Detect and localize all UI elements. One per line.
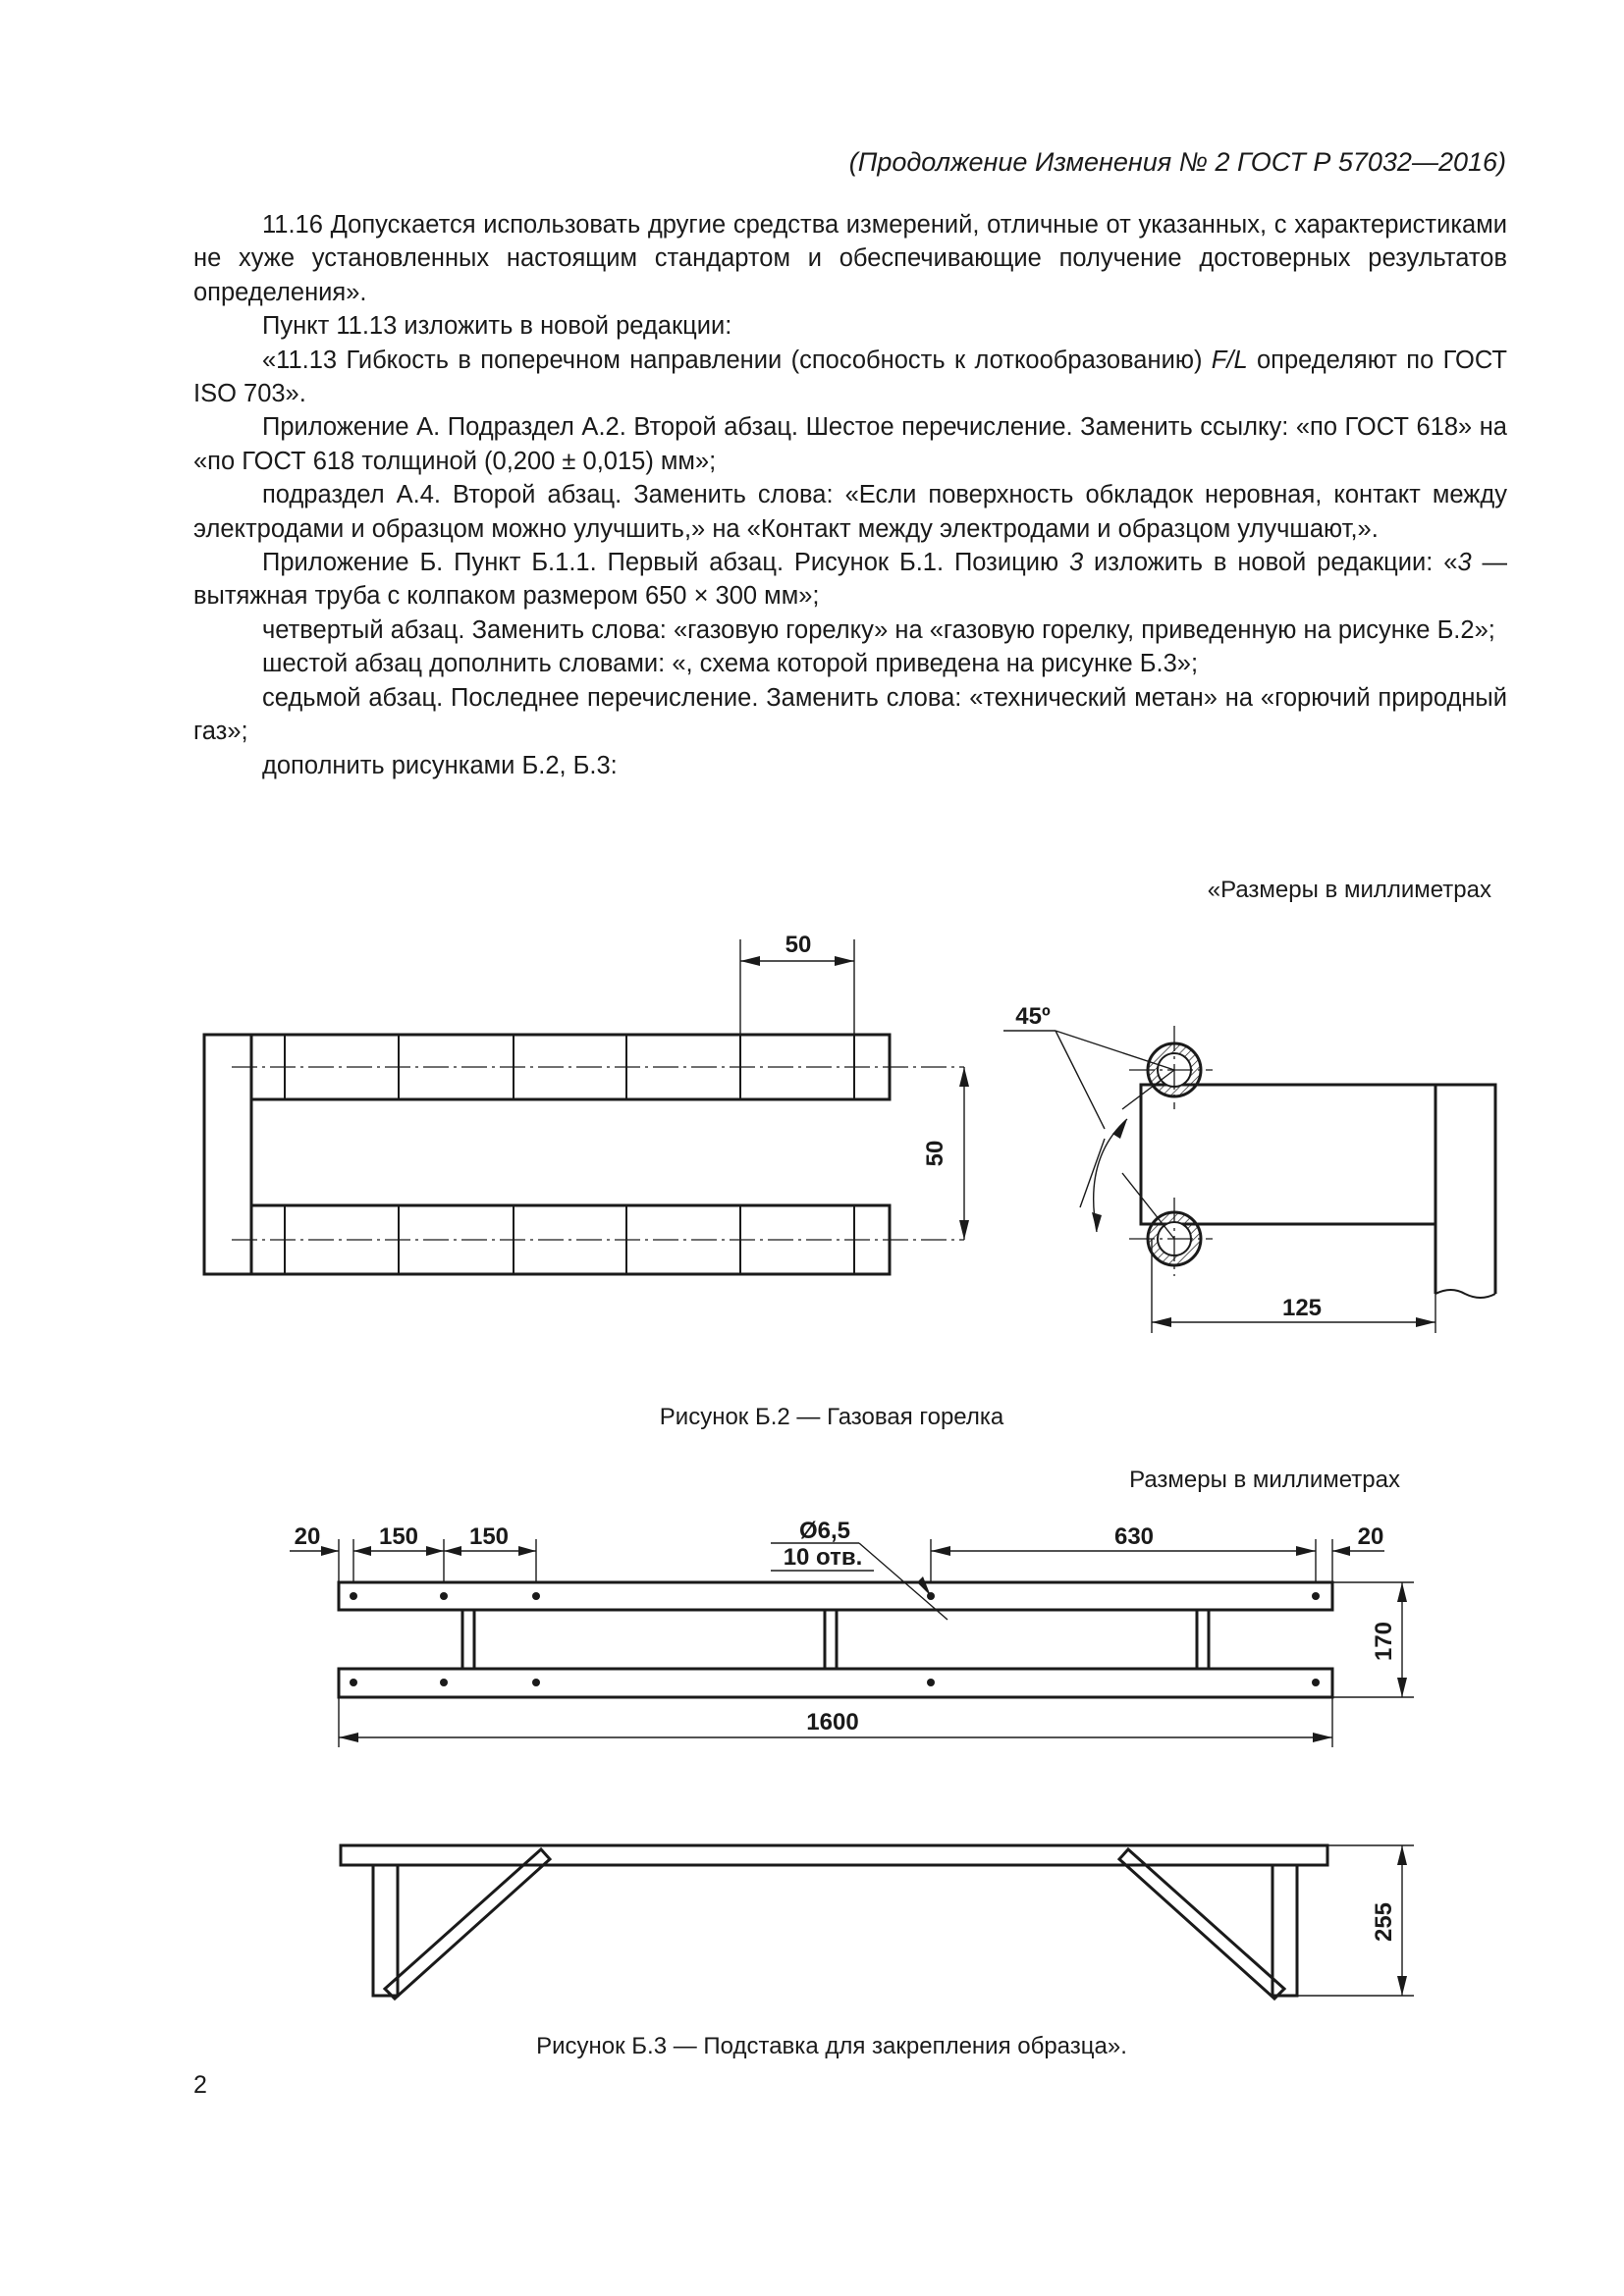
paragraph-sixth: шестой абзац дополнить словами: «, схема которой приведена на рисунке Б.3»;: [262, 650, 1199, 678]
angle-annotation: [1003, 1031, 1174, 1239]
dim-255-label: 255: [1371, 1901, 1397, 1943]
stand-leg-right: [1272, 1865, 1297, 1996]
dim-630-label: 630: [1113, 1523, 1155, 1550]
stand-side-view: [341, 1845, 1414, 1999]
italic-position: 3: [1457, 549, 1472, 577]
italic-symbol: F/L: [1211, 346, 1248, 374]
text-segment: изложить в новой редакции: «: [1083, 549, 1458, 577]
dim-length-label: 125: [1281, 1295, 1323, 1321]
paragraph-fourth: четвертый абзац. Заменить слова: «газовую горелку» на «газовую горелку, приведенную на рисунке Б.2»;: [262, 615, 1495, 644]
figure-b2-caption: Рисунок Б.2 — Газовая горелка: [659, 1404, 1004, 1430]
paragraph-appendix-a4: подраздел А.4. Второй абзац. Заменить слова: «Если поверхность обкладок неровная, контакт между электродами и образцом можно улучшить,» на «Контакт между электродами и образцом улучшают,».: [193, 481, 1507, 543]
burner-plan-view: [204, 939, 969, 1274]
text-segment: — вытяжная труба с колпаком размером 650 × 300 мм»;: [193, 549, 1508, 611]
page-number: 2: [193, 2071, 207, 2099]
burner-body: [1141, 1085, 1435, 1224]
continuation-header: (Продолжение Изменения № 2 ГОСТ Р 57032—2016): [848, 147, 1506, 177]
dim-20-left-label: 20: [294, 1523, 321, 1550]
dim-150-a-label: 150: [378, 1523, 419, 1550]
paragraph-11-16: 11.16 Допускается использовать другие средства измерений, отличные от указанных, с характеристиками не хуже установленных настоящим стандартом и обеспечивающие получение достоверных результатов определения».: [193, 211, 1507, 306]
dim-side-label: 50: [922, 1140, 948, 1167]
burner-manifold: [204, 1035, 251, 1274]
text-segment: определяют по ГОСТ ISO 703».: [193, 346, 1507, 408]
crossbar-left: [462, 1610, 474, 1669]
figure-b3-dims-note: Размеры в миллиметрах: [1129, 1467, 1400, 1493]
dim-170-label: 170: [1371, 1621, 1397, 1662]
dimension-side-50: [959, 1067, 969, 1240]
dim-1600-label: 1600: [806, 1709, 859, 1735]
crossbar-middle: [825, 1610, 837, 1669]
text-segment: «11.13 Гибкость в поперечном направлении (способность к лоткообразованию): [262, 346, 1212, 374]
dim-hole-count-label: 10 отв.: [783, 1544, 863, 1571]
crossbar-right: [1197, 1610, 1209, 1669]
stand-rail-lower: [339, 1669, 1332, 1697]
stand-leg-left: [373, 1865, 398, 1996]
text-segment: Приложение Б. Пункт Б.1.1. Первый абзац. Рисунок Б.1. Позицию: [262, 549, 1069, 577]
brace-right: [1119, 1849, 1284, 1999]
dim-150-b-label: 150: [468, 1523, 510, 1550]
dim-hole-diameter-label: Ø6,5: [798, 1518, 851, 1544]
stand-rail-upper: [339, 1582, 1332, 1610]
burner-wall: [1435, 1085, 1495, 1294]
dim-top-label: 50: [785, 932, 812, 958]
paragraph-instruction-11-13: Пункт 11.13 изложить в новой редакции:: [262, 312, 732, 341]
burner-side-view: [1003, 1026, 1495, 1333]
brace-left: [385, 1849, 550, 1999]
paragraph-add-figures: дополнить рисунками Б.2, Б.3:: [262, 751, 618, 779]
italic-position: 3: [1068, 549, 1084, 577]
paragraph-seventh: седьмой абзац. Последнее перечисление. Заменить слова: «технический метан» на «горючий природный газ»;: [193, 683, 1507, 746]
dim-angle-label: 45º: [1015, 1003, 1051, 1030]
figure-b3-caption: Рисунок Б.3 — Подставка для закрепления образца».: [536, 2033, 1127, 2059]
dim-20-right-label: 20: [1357, 1523, 1384, 1550]
stand-top-beam: [341, 1845, 1327, 1865]
paragraph-appendix-a2: Приложение А. Подраздел А.2. Второй абзац. Шестое перечисление. Заменить ссылку: «по ГОСТ 618» на «по ГОСТ 618 толщиной (0,200 ± 0,015) мм»;: [193, 413, 1507, 475]
mounting-holes: [350, 1592, 1320, 1686]
figure-b2-dims-note: «Размеры в миллиметрах: [1207, 877, 1491, 903]
